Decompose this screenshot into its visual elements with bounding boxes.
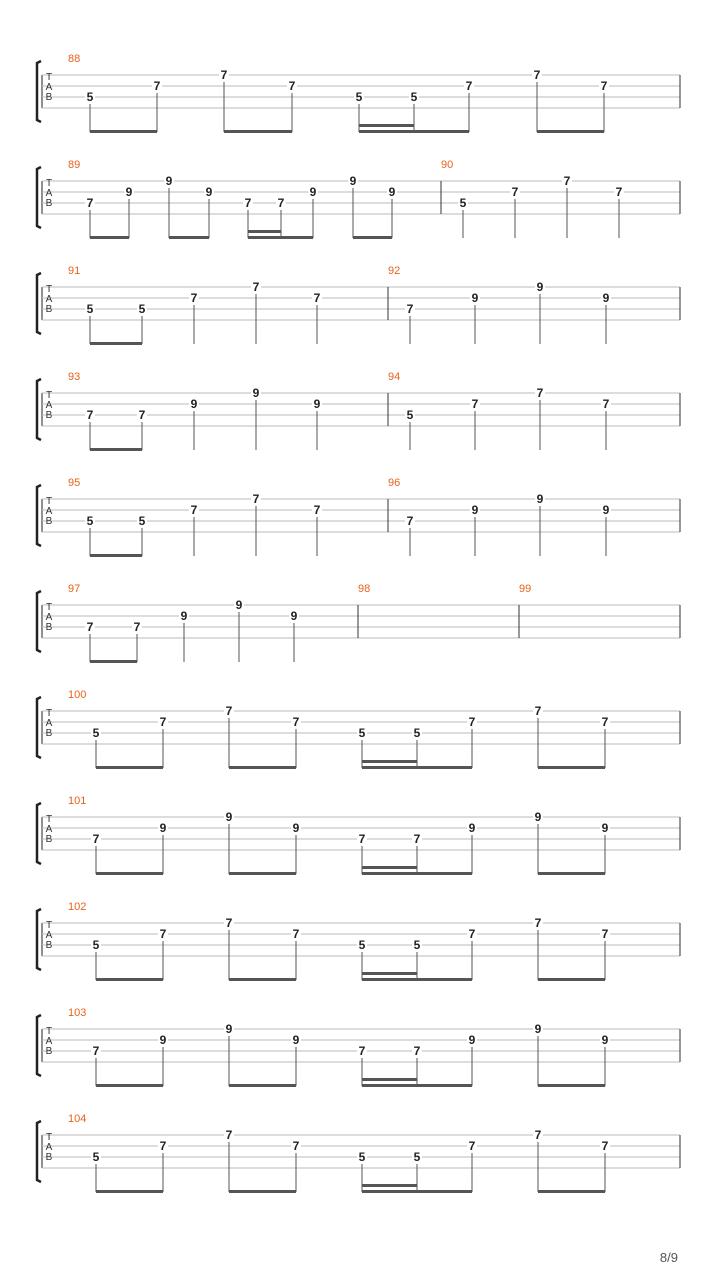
fret-number: 7 — [534, 916, 542, 930]
fret-number: 7 — [468, 715, 476, 729]
fret-number: 7 — [225, 916, 233, 930]
fret-number: 9 — [468, 821, 476, 835]
measure-number: 93 — [68, 371, 81, 383]
fret-number: 7 — [313, 291, 321, 305]
fret-number: 9 — [290, 609, 298, 623]
fret-number: 7 — [468, 927, 476, 941]
beam — [362, 978, 472, 981]
tab-clef-letter: B — [45, 304, 53, 315]
fret-number: 7 — [313, 503, 321, 517]
tab-clef-letter: B — [45, 834, 53, 845]
fret-number: 7 — [277, 196, 285, 210]
tab-clef-letter: T — [45, 602, 53, 613]
fret-number: 9 — [536, 280, 544, 294]
measure-number: 88 — [68, 53, 81, 65]
fret-number: 7 — [244, 196, 252, 210]
tab-clef-letter: A — [45, 188, 53, 199]
beam — [538, 1190, 605, 1193]
fret-number: 7 — [601, 1139, 609, 1153]
tab-clef-letter: T — [45, 1132, 53, 1143]
fret-number: 7 — [292, 1139, 300, 1153]
fret-number: 5 — [410, 90, 418, 104]
measure-number: 98 — [358, 583, 371, 595]
fret-number: 9 — [388, 185, 396, 199]
fret-number: 7 — [86, 196, 94, 210]
beam — [362, 872, 472, 875]
beam — [96, 1084, 163, 1087]
beam — [229, 872, 296, 875]
beam — [90, 448, 142, 451]
fret-number: 5 — [92, 1150, 100, 1164]
measure-number: 100 — [68, 689, 87, 701]
fret-number: 7 — [601, 927, 609, 941]
tab-clef-letter: B — [45, 940, 53, 951]
beam — [169, 236, 209, 239]
fret-number: 7 — [406, 302, 414, 316]
fret-number: 7 — [288, 79, 296, 93]
system-bracket — [37, 697, 41, 758]
fret-number: 5 — [138, 514, 146, 528]
fret-number: 5 — [413, 938, 421, 952]
tab-clef-letter: B — [45, 622, 53, 633]
measure-number: 103 — [68, 1007, 87, 1019]
fret-number: 7 — [511, 185, 519, 199]
beam — [224, 130, 292, 133]
fret-number: 7 — [533, 68, 541, 82]
tab-clef-letter: A — [45, 294, 53, 305]
tab-clef-letter: T — [45, 390, 53, 401]
beam — [538, 978, 605, 981]
fret-number: 9 — [180, 609, 188, 623]
fret-number: 7 — [133, 620, 141, 634]
fret-number: 9 — [601, 821, 609, 835]
fret-number: 9 — [468, 1033, 476, 1047]
system-bracket — [37, 1015, 41, 1076]
fret-number: 7 — [534, 1128, 542, 1142]
fret-number: 9 — [536, 492, 544, 506]
fret-number: 7 — [220, 68, 228, 82]
beam — [96, 872, 163, 875]
fret-number: 5 — [92, 938, 100, 952]
fret-number: 9 — [292, 1033, 300, 1047]
fret-number: 9 — [602, 291, 610, 305]
measure-number: 102 — [68, 901, 87, 913]
tab-clef-letter: T — [45, 1026, 53, 1037]
fret-number: 9 — [205, 185, 213, 199]
fret-number: 9 — [225, 1022, 233, 1036]
tab-clef-letter: A — [45, 930, 53, 941]
tab-system — [37, 371, 680, 451]
beam — [90, 554, 142, 557]
system-bracket — [37, 61, 41, 122]
fret-number: 9 — [309, 185, 317, 199]
tab-clef-letter: T — [45, 178, 53, 189]
fret-number: 5 — [358, 938, 366, 952]
sixteenth-beam — [362, 866, 417, 869]
measure-number: 94 — [388, 371, 401, 383]
tab-clef-letter: A — [45, 506, 53, 517]
tab-clef-letter: B — [45, 516, 53, 527]
fret-number: 7 — [563, 174, 571, 188]
tab-clef-letter: T — [45, 920, 53, 931]
sixteenth-beam — [362, 972, 417, 975]
fret-number: 7 — [600, 79, 608, 93]
measure-number: 101 — [68, 795, 87, 807]
beam — [362, 1084, 472, 1087]
tab-clef-letter: A — [45, 1142, 53, 1153]
beam — [90, 660, 137, 663]
fret-number: 5 — [92, 726, 100, 740]
fret-number: 7 — [92, 832, 100, 846]
sixteenth-beam — [362, 760, 417, 763]
fret-number: 9 — [252, 386, 260, 400]
fret-number: 9 — [190, 397, 198, 411]
beam — [362, 1190, 472, 1193]
fret-number: 7 — [292, 927, 300, 941]
system-bracket — [37, 485, 41, 546]
beam — [90, 236, 129, 239]
fret-number: 5 — [406, 408, 414, 422]
measure-number: 96 — [388, 477, 401, 489]
fret-number: 5 — [358, 1150, 366, 1164]
fret-number: 5 — [86, 302, 94, 316]
fret-number: 7 — [86, 620, 94, 634]
tab-clef-letter: B — [45, 410, 53, 421]
tab-system — [37, 159, 680, 239]
tab-clef-letter: T — [45, 814, 53, 825]
fret-number: 9 — [313, 397, 321, 411]
system-bracket — [37, 909, 41, 970]
tab-clef-letter: A — [45, 400, 53, 411]
measure-number: 99 — [519, 583, 532, 595]
system-bracket — [37, 803, 41, 864]
measure-number: 97 — [68, 583, 81, 595]
tab-clef-letter: A — [45, 824, 53, 835]
tab-system — [37, 1007, 680, 1087]
fret-number: 9 — [292, 821, 300, 835]
fret-number: 9 — [235, 598, 243, 612]
fret-number: 9 — [471, 291, 479, 305]
fret-number: 7 — [153, 79, 161, 93]
fret-number: 7 — [536, 386, 544, 400]
beam — [538, 766, 605, 769]
fret-number: 7 — [358, 1044, 366, 1058]
beam — [248, 236, 313, 239]
tab-system — [37, 795, 680, 875]
fret-number: 7 — [92, 1044, 100, 1058]
fret-number: 9 — [602, 503, 610, 517]
tab-system — [37, 1113, 680, 1193]
fret-number: 7 — [358, 832, 366, 846]
measure-number: 95 — [68, 477, 81, 489]
fret-number: 5 — [86, 514, 94, 528]
fret-number: 7 — [413, 1044, 421, 1058]
fret-number: 9 — [471, 503, 479, 517]
tab-system — [37, 265, 680, 345]
tab-clef-letter: A — [45, 82, 53, 93]
system-bracket — [37, 273, 41, 334]
beam — [362, 766, 472, 769]
measure-number: 104 — [68, 1113, 87, 1125]
fret-number: 9 — [165, 174, 173, 188]
fret-number: 7 — [159, 715, 167, 729]
fret-number: 7 — [292, 715, 300, 729]
fret-number: 5 — [138, 302, 146, 316]
fret-number: 7 — [468, 1139, 476, 1153]
fret-number: 7 — [159, 927, 167, 941]
fret-number: 9 — [225, 810, 233, 824]
measure-number: 89 — [68, 159, 81, 171]
tab-clef-letter: A — [45, 718, 53, 729]
page-number: 8/9 — [659, 1250, 678, 1265]
fret-number: 7 — [225, 704, 233, 718]
tab-clef-letter: B — [45, 1152, 53, 1163]
tab-clef-letter: B — [45, 198, 53, 209]
sixteenth-beam — [362, 1078, 417, 1081]
fret-number: 7 — [615, 185, 623, 199]
fret-number: 7 — [190, 503, 198, 517]
fret-number: 9 — [349, 174, 357, 188]
fret-number: 7 — [534, 704, 542, 718]
sixteenth-beam — [248, 230, 281, 233]
system-bracket — [37, 591, 41, 652]
system-bracket — [37, 379, 41, 440]
tab-system — [37, 689, 680, 769]
tab-clef-letter: T — [45, 496, 53, 507]
beam — [229, 766, 296, 769]
tab-clef-letter: T — [45, 72, 53, 83]
beam — [353, 236, 392, 239]
measure-number: 90 — [441, 159, 454, 171]
tab-system — [37, 901, 680, 981]
beam — [229, 1190, 296, 1193]
tab-system — [37, 583, 680, 663]
beam — [90, 130, 157, 133]
beam — [538, 872, 605, 875]
fret-number: 9 — [601, 1033, 609, 1047]
tab-system — [37, 477, 680, 557]
fret-number: 5 — [86, 90, 94, 104]
sixteenth-beam — [359, 124, 414, 127]
beam — [96, 978, 163, 981]
system-bracket — [37, 167, 41, 228]
fret-number: 9 — [534, 810, 542, 824]
fret-number: 7 — [159, 1139, 167, 1153]
measure-number: 91 — [68, 265, 81, 277]
tab-clef-letter: B — [45, 92, 53, 103]
tab-clef-letter: B — [45, 728, 53, 739]
fret-number: 5 — [413, 726, 421, 740]
tab-clef-letter: T — [45, 284, 53, 295]
fret-number: 5 — [413, 1150, 421, 1164]
beam — [538, 1084, 605, 1087]
fret-number: 7 — [465, 79, 473, 93]
beam — [229, 978, 296, 981]
fret-number: 5 — [355, 90, 363, 104]
fret-number: 7 — [252, 280, 260, 294]
fret-number: 7 — [471, 397, 479, 411]
tab-clef-letter: A — [45, 612, 53, 623]
system-bracket — [37, 1121, 41, 1182]
fret-number: 9 — [159, 1033, 167, 1047]
tab-clef-letter: T — [45, 708, 53, 719]
fret-number: 7 — [413, 832, 421, 846]
tab-clef-letter: A — [45, 1036, 53, 1047]
fret-number: 5 — [459, 196, 467, 210]
beam — [96, 766, 163, 769]
fret-number: 7 — [601, 715, 609, 729]
fret-number: 9 — [125, 185, 133, 199]
tab-system — [37, 53, 680, 133]
tab-clef-letter: B — [45, 1046, 53, 1057]
beam — [96, 1190, 163, 1193]
fret-number: 7 — [138, 408, 146, 422]
fret-number: 7 — [225, 1128, 233, 1142]
fret-number: 9 — [534, 1022, 542, 1036]
measure-number: 92 — [388, 265, 401, 277]
fret-number: 7 — [190, 291, 198, 305]
fret-number: 7 — [86, 408, 94, 422]
beam — [359, 130, 469, 133]
fret-number: 7 — [406, 514, 414, 528]
beam — [90, 342, 142, 345]
fret-number: 7 — [252, 492, 260, 506]
fret-number: 9 — [159, 821, 167, 835]
fret-number: 7 — [602, 397, 610, 411]
fret-number: 5 — [358, 726, 366, 740]
beam — [229, 1084, 296, 1087]
sixteenth-beam — [362, 1184, 417, 1187]
beam — [537, 130, 604, 133]
